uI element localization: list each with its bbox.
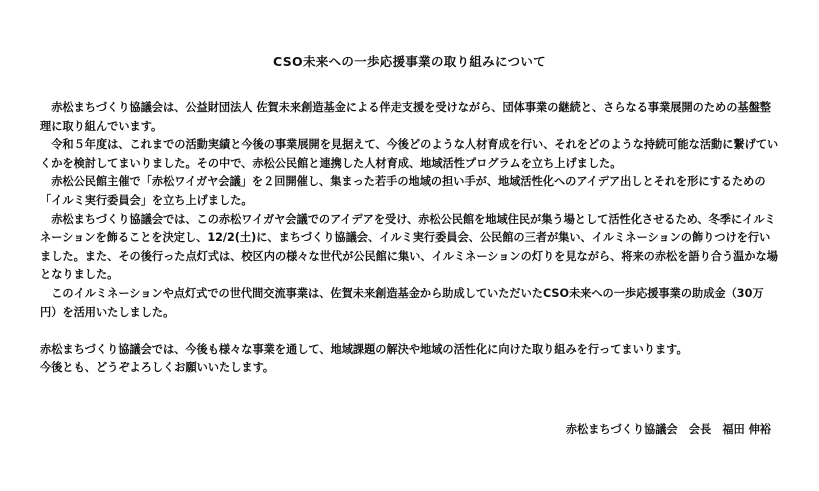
paragraph-illumination: 赤松まちづくり協議会では、この赤松ワイガヤ会議でのアイデアを受け、赤松公民館を地域住民が集う場として活性化させるため、冬季にイルミネーションを飾ることを決定し、12/2(土)に、まちづくり協議会、イルミ実行委員会、公民館の三者が集い、イルミネーションの飾りつけを行いました。また、その後行った点灯式は、校区内の様々な世代が公民館に集い、イルミネーションの灯りを見ながら、将来の赤松を語り合う温かな場となりました。	[40, 212, 778, 282]
document-body	[40, 99, 780, 378]
paragraph-fy5: 令和５年度は、これまでの活動実績と今後の事業展開を見据えて、今後どのような人材育成を行い、それをどのような持続可能な活動に繋げていくかを検討してまいりました。その中で、赤松公民館と連携した人材育成、地域活性プログラムを立ち上げました。	[40, 138, 779, 170]
signature: 赤松まちづくり協議会 会長 福田 伸裕	[565, 423, 771, 436]
document-title: CSO未来への一歩応援事業の取り組みについて	[273, 54, 546, 69]
paragraph-waigaya-meeting: 赤松公民館主催で「赤松ワイガヤ会議」を２回開催し、集まった若手の地域の担い手が、地域活性化へのアイデア出しとそれを形にするための「イルミ実行委員会」を立ち上げました。	[40, 175, 766, 207]
paragraph-grant: このイルミネーションや点灯式での世代間交流事業は、佐賀未来創造基金から助成していただいたCSO未来への一歩応援事業の助成金（30万円）を活用いたしました。	[40, 286, 764, 319]
paragraph-intro: 赤松まちづくり協議会は、公益財団法人 佐賀未来創造基金による伴走支援を受けながら、団体事業の継続と、さらなる事業展開のための基盤整理に取り組んでいます。	[40, 101, 771, 133]
closing-line-1: 赤松まちづくり協議会では、今後も様々な事業を通して、地域課題の解決や地域の活性化に向けた取り組みを行ってまいります。	[40, 342, 688, 356]
closing-line-2: 今後とも、どうぞよろしくお願いいたします。	[40, 361, 275, 375]
paragraph-spacer	[40, 322, 780, 341]
